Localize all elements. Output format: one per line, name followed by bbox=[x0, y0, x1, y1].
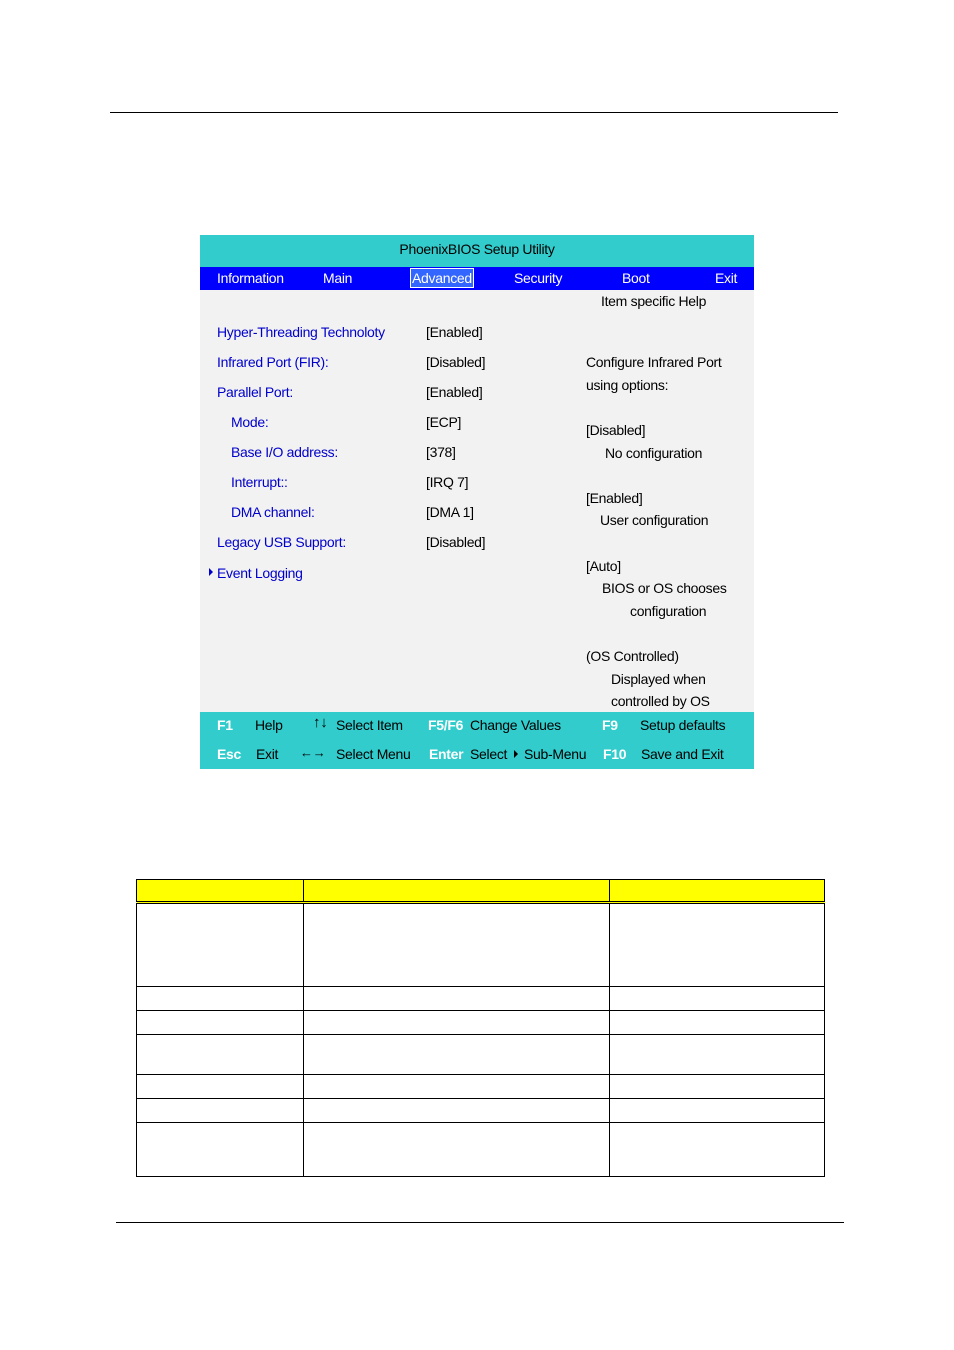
help-line: User configuration bbox=[600, 512, 709, 528]
setting-base-io-address[interactable]: Base I/O address: bbox=[231, 444, 338, 460]
key-esc-desc: Exit bbox=[256, 746, 279, 762]
bios-setup-window bbox=[200, 235, 754, 769]
key-f1-desc: Help bbox=[255, 717, 283, 733]
help-line: controlled by OS bbox=[611, 693, 710, 709]
table-cell bbox=[304, 1011, 610, 1035]
submenu-arrow-icon bbox=[514, 750, 518, 758]
table-header-row bbox=[137, 880, 825, 903]
setting-mode[interactable]: Mode: bbox=[231, 414, 269, 430]
table-cell bbox=[610, 1035, 825, 1075]
bios-menu-bar bbox=[200, 267, 754, 290]
table-cell bbox=[137, 1035, 304, 1075]
table-row bbox=[137, 1099, 825, 1123]
table-row bbox=[137, 903, 825, 987]
table-cell bbox=[304, 1035, 610, 1075]
key-submenu-desc: Sub-Menu bbox=[524, 746, 587, 762]
header-rule bbox=[110, 112, 838, 113]
tab-exit[interactable]: Exit bbox=[715, 270, 738, 286]
parameter-table bbox=[136, 879, 825, 1177]
help-line: No configuration bbox=[605, 445, 703, 461]
table-cell bbox=[137, 1075, 304, 1099]
up-down-arrows-icon: ↑↓ bbox=[313, 714, 328, 731]
table-cell bbox=[304, 903, 610, 987]
tab-security[interactable]: Security bbox=[514, 270, 563, 286]
setting-dma-channel[interactable]: DMA channel: bbox=[231, 504, 315, 520]
setting-legacy-usb[interactable]: Legacy USB Support: bbox=[217, 534, 346, 550]
tab-advanced[interactable]: Advanced bbox=[412, 270, 472, 286]
footer-rule bbox=[116, 1222, 844, 1223]
bios-title: PhoenixBIOS Setup Utility bbox=[200, 235, 754, 267]
help-line: [Disabled] bbox=[586, 422, 646, 438]
left-right-arrows-icon: ←→ bbox=[300, 745, 326, 760]
table-cell bbox=[304, 987, 610, 1011]
table-row bbox=[137, 987, 825, 1011]
table-cell bbox=[304, 1075, 610, 1099]
table-row bbox=[137, 1035, 825, 1075]
tab-main[interactable]: Main bbox=[323, 270, 353, 286]
table-header-cell bbox=[137, 880, 304, 903]
table-header-cell bbox=[610, 880, 825, 903]
table-cell bbox=[610, 1011, 825, 1035]
table-cell bbox=[304, 1099, 610, 1123]
value-hyper-threading[interactable]: [Enabled] bbox=[426, 324, 483, 340]
table-cell bbox=[610, 1123, 825, 1177]
table-header-cell bbox=[304, 880, 610, 903]
table-cell bbox=[137, 1011, 304, 1035]
table-row bbox=[137, 1123, 825, 1177]
table-cell bbox=[137, 903, 304, 987]
value-interrupt[interactable]: [IRQ 7] bbox=[426, 474, 469, 490]
setting-hyper-threading[interactable]: Hyper-Threading Technoloty bbox=[217, 324, 385, 340]
key-f9-desc: Setup defaults bbox=[640, 717, 726, 733]
help-line: configuration bbox=[630, 603, 707, 619]
table-cell bbox=[610, 903, 825, 987]
table-cell bbox=[137, 987, 304, 1011]
setting-infrared-port[interactable]: Infrared Port (FIR): bbox=[217, 354, 329, 370]
value-base-io-address[interactable]: [378] bbox=[426, 444, 456, 460]
table-row bbox=[137, 1075, 825, 1099]
key-esc: Esc bbox=[217, 746, 242, 762]
help-line: Configure Infrared Port bbox=[586, 354, 722, 370]
tab-information[interactable]: Information bbox=[217, 270, 284, 286]
key-f5f6-desc: Change Values bbox=[470, 717, 561, 733]
tab-boot[interactable]: Boot bbox=[622, 270, 650, 286]
table-cell bbox=[137, 1099, 304, 1123]
key-enter: Enter bbox=[429, 746, 464, 762]
help-line: using options: bbox=[586, 377, 669, 393]
key-legend-bar bbox=[200, 712, 754, 769]
table-cell bbox=[610, 987, 825, 1011]
key-f10-desc: Save and Exit bbox=[641, 746, 724, 762]
help-line: BIOS or OS chooses bbox=[602, 580, 727, 596]
value-parallel-port[interactable]: [Enabled] bbox=[426, 384, 483, 400]
key-leftright-desc: Select Menu bbox=[336, 746, 411, 762]
help-line: [Enabled] bbox=[586, 490, 643, 506]
value-dma-channel[interactable]: [DMA 1] bbox=[426, 504, 474, 520]
table-cell bbox=[610, 1075, 825, 1099]
table-cell bbox=[610, 1099, 825, 1123]
submenu-arrow-icon bbox=[209, 568, 213, 576]
table-cell bbox=[137, 1123, 304, 1177]
key-f5f6: F5/F6 bbox=[428, 717, 464, 733]
help-header: Item specific Help bbox=[601, 293, 707, 309]
table-cell bbox=[304, 1123, 610, 1177]
submenu-event-logging[interactable]: Event Logging bbox=[217, 565, 303, 581]
table-row bbox=[137, 1011, 825, 1035]
key-f1: F1 bbox=[217, 717, 233, 733]
key-f9: F9 bbox=[602, 717, 618, 733]
help-line: Displayed when bbox=[611, 671, 706, 687]
value-infrared-port[interactable]: [Disabled] bbox=[426, 354, 486, 370]
value-legacy-usb[interactable]: [Disabled] bbox=[426, 534, 486, 550]
value-mode[interactable]: [ECP] bbox=[426, 414, 462, 430]
help-line: [Auto] bbox=[586, 558, 621, 574]
key-updown-desc: Select Item bbox=[336, 717, 403, 733]
key-enter-desc: Select bbox=[470, 746, 508, 762]
setting-interrupt[interactable]: Interrupt:: bbox=[231, 474, 288, 490]
key-f10: F10 bbox=[603, 746, 627, 762]
setting-parallel-port[interactable]: Parallel Port: bbox=[217, 384, 293, 400]
help-line: (OS Controlled) bbox=[586, 648, 679, 664]
